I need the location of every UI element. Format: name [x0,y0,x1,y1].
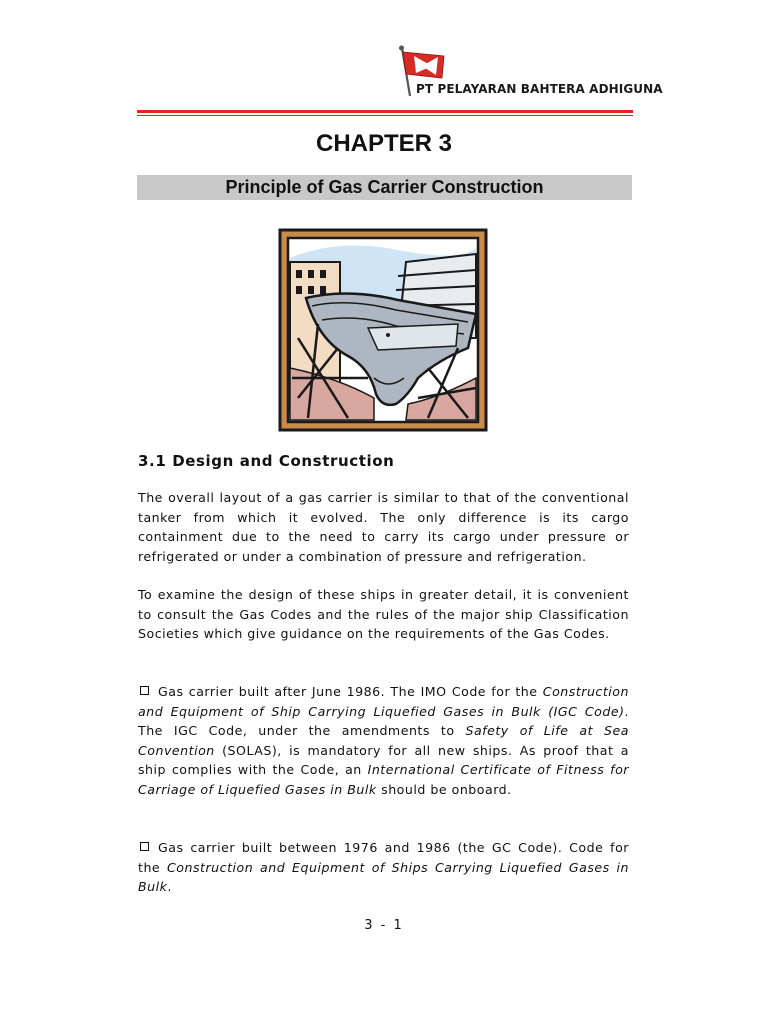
header-rule-thick [137,110,633,113]
section-heading: 3.1 Design and Construction [138,452,395,470]
company-name: PT PELAYARAN BAHTERA ADHIGUNA [416,82,663,96]
page-number: 3 - 1 [364,918,404,933]
bullet-igc-code: Gas carrier built after June 1986. The IMO Code for the Construction and Equipment of Ship Carrying Liquefied Gases in Bulk (IGC Code). The IGC Code, under the amendments to Safety of Life at Sea Convention (SOLAS), is mandatory for all new ships. As proof that a ship complies with the Code, an International Certificate of Fitness for Carriage of Liquefied Gases in Bulk should be onboard. [138,684,629,797]
header-rule-thin [137,115,633,116]
company-logo [392,44,663,100]
checkbox-bullet-icon [140,842,149,851]
chapter-title: CHAPTER 3 [315,130,453,157]
bullet-gc-code: Gas carrier built between 1976 and 1986 (the GC Code). Code for the Construction and Equipment of Ships Carrying Liquefied Gases in Bulk. [138,840,629,895]
paragraph-layout: The overall layout of a gas carrier is similar to that of the conventional tanker from which it evolved. The only difference is its cargo containment due to the need to carry its cargo under pressure or refrigerated or under a combination of pressure and refrigeration. [138,490,629,564]
chapter-subtitle: Principle of Gas Carrier Construction [137,175,632,200]
paragraph-gas-codes: To examine the design of these ships in greater detail, it is convenient to consult the Gas Codes and the rules of the major ship Classification Societies which give guidance on the requirements of the Gas Codes. [138,587,629,642]
shipyard-clipart-icon [278,228,488,432]
checkbox-bullet-icon [140,686,149,695]
ship-construction-illustration [278,228,488,432]
